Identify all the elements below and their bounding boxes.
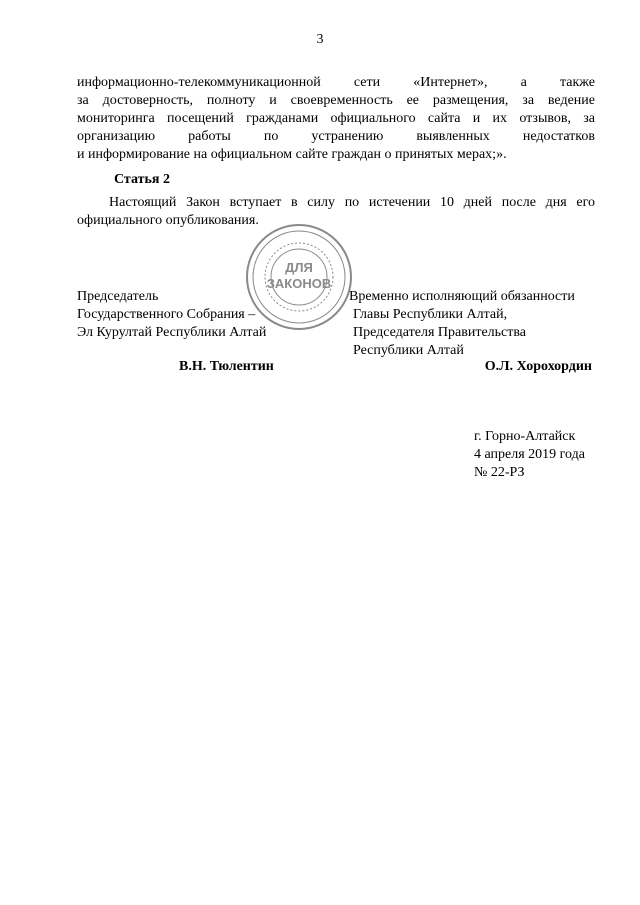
signatory-title: Председателя Правительства — [353, 325, 527, 340]
city: г. Горно-Алтайск — [474, 429, 576, 444]
signatory-title: Государственного Собрания – — [77, 307, 256, 322]
page-number: 3 — [316, 32, 324, 47]
signatory-title: Республики Алтай — [353, 343, 464, 358]
signature-block-left — [77, 288, 266, 342]
law-number: № 22-РЗ — [474, 465, 525, 480]
text-line: мониторинга посещений гражданами официального сайта и их отзывов, за — [77, 111, 595, 126]
article-heading: Статья 2 — [114, 172, 170, 187]
text-line: Настоящий Закон вступает в силу по истечении 10 дней после дня его — [109, 195, 595, 210]
date: 4 апреля 2019 года — [474, 447, 585, 462]
paragraph-continuation — [77, 74, 595, 164]
signatory-title: Эл Курултай Республики Алтай — [77, 325, 267, 340]
stamp-text-top: ДЛЯ — [285, 260, 313, 275]
signature-block-right — [349, 288, 575, 360]
text-line: организацию работы по устранению выявленных недостатков — [77, 129, 595, 144]
signatory-title: Временно исполняющий обязанности — [349, 289, 575, 304]
place-date-block — [474, 428, 585, 482]
text-line: информационно-телекоммуникационной сети «Интернет», а также — [77, 75, 595, 90]
text-line: официального опубликования. — [77, 213, 259, 228]
stamp-text-bottom: ЗАКОНОВ — [266, 276, 332, 291]
signatory-title: Председатель — [77, 289, 159, 304]
signatory-name-left: В.Н. Тюлентин — [179, 359, 274, 374]
text-line: и информирование на официальном сайте граждан о принятых мерах;». — [77, 147, 507, 162]
signatory-title: Главы Республики Алтай, — [353, 307, 508, 322]
text-line: за достоверность, полноту и своевременность ее размещения, за ведение — [77, 93, 595, 108]
signatory-name-right: О.Л. Хорохордин — [484, 359, 592, 374]
